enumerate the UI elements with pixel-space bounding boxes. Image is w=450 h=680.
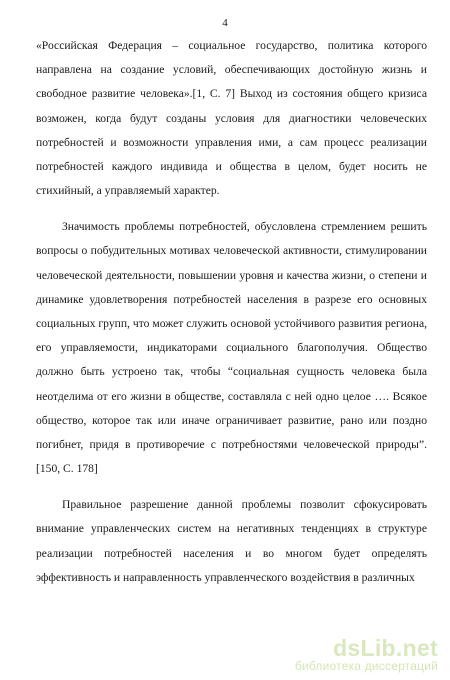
paragraph-2: Значимость проблемы потребностей, обусловлена стремлением решить вопросы о побудительных мотивах человеческой активности, стимулировании человеческой деятельности, повышении уровня и качества жизни, о степени и динамике удовлетворения потребностей населения в разрезе его основных социальных групп, что может служить основой устойчивого развития региона, его управляемости, индикаторами социального благополучия. Общество должно быть устроено так, чтобы “социальная сущность человека была неотделима от его жизни в обществе, составляла с ней одно целое …. Всякое общество, которое так или иначе ограничивает развитие, рано или поздно погибнет, придя в противоречие с потребностями человеческой природы”. [150, С. 178] — [36, 220, 427, 476]
paragraph-1: «Российская Федерация – социальное государство, политика которого направлена на создание условий, обеспечивающих достойную жизнь и свободное развитие человека».[1, С. 7] Выход из состояния общего кризиса возможен, когда будут созданы условия для диагностики человеческих потребностей и возможности управления ими, а сам процесс реализации потребностей каждого индивида и общества в целом, будет носить не стихийный, а управляемый характер. — [36, 39, 427, 198]
watermark-subtitle: библиотека диссертаций — [294, 659, 438, 673]
watermark-logo: dsLib.net — [333, 635, 438, 661]
paragraph-3: Правильное разрешение данной проблемы позволит сфокусировать внимание управленческих систем на негативных тенденциях в структуре реализации потребностей населения и во многом будет определять эффективность и направленность управленческого воздействия в различных — [36, 498, 427, 584]
page-number: 4 — [222, 17, 228, 29]
watermark — [295, 637, 438, 673]
body-text — [36, 34, 427, 590]
